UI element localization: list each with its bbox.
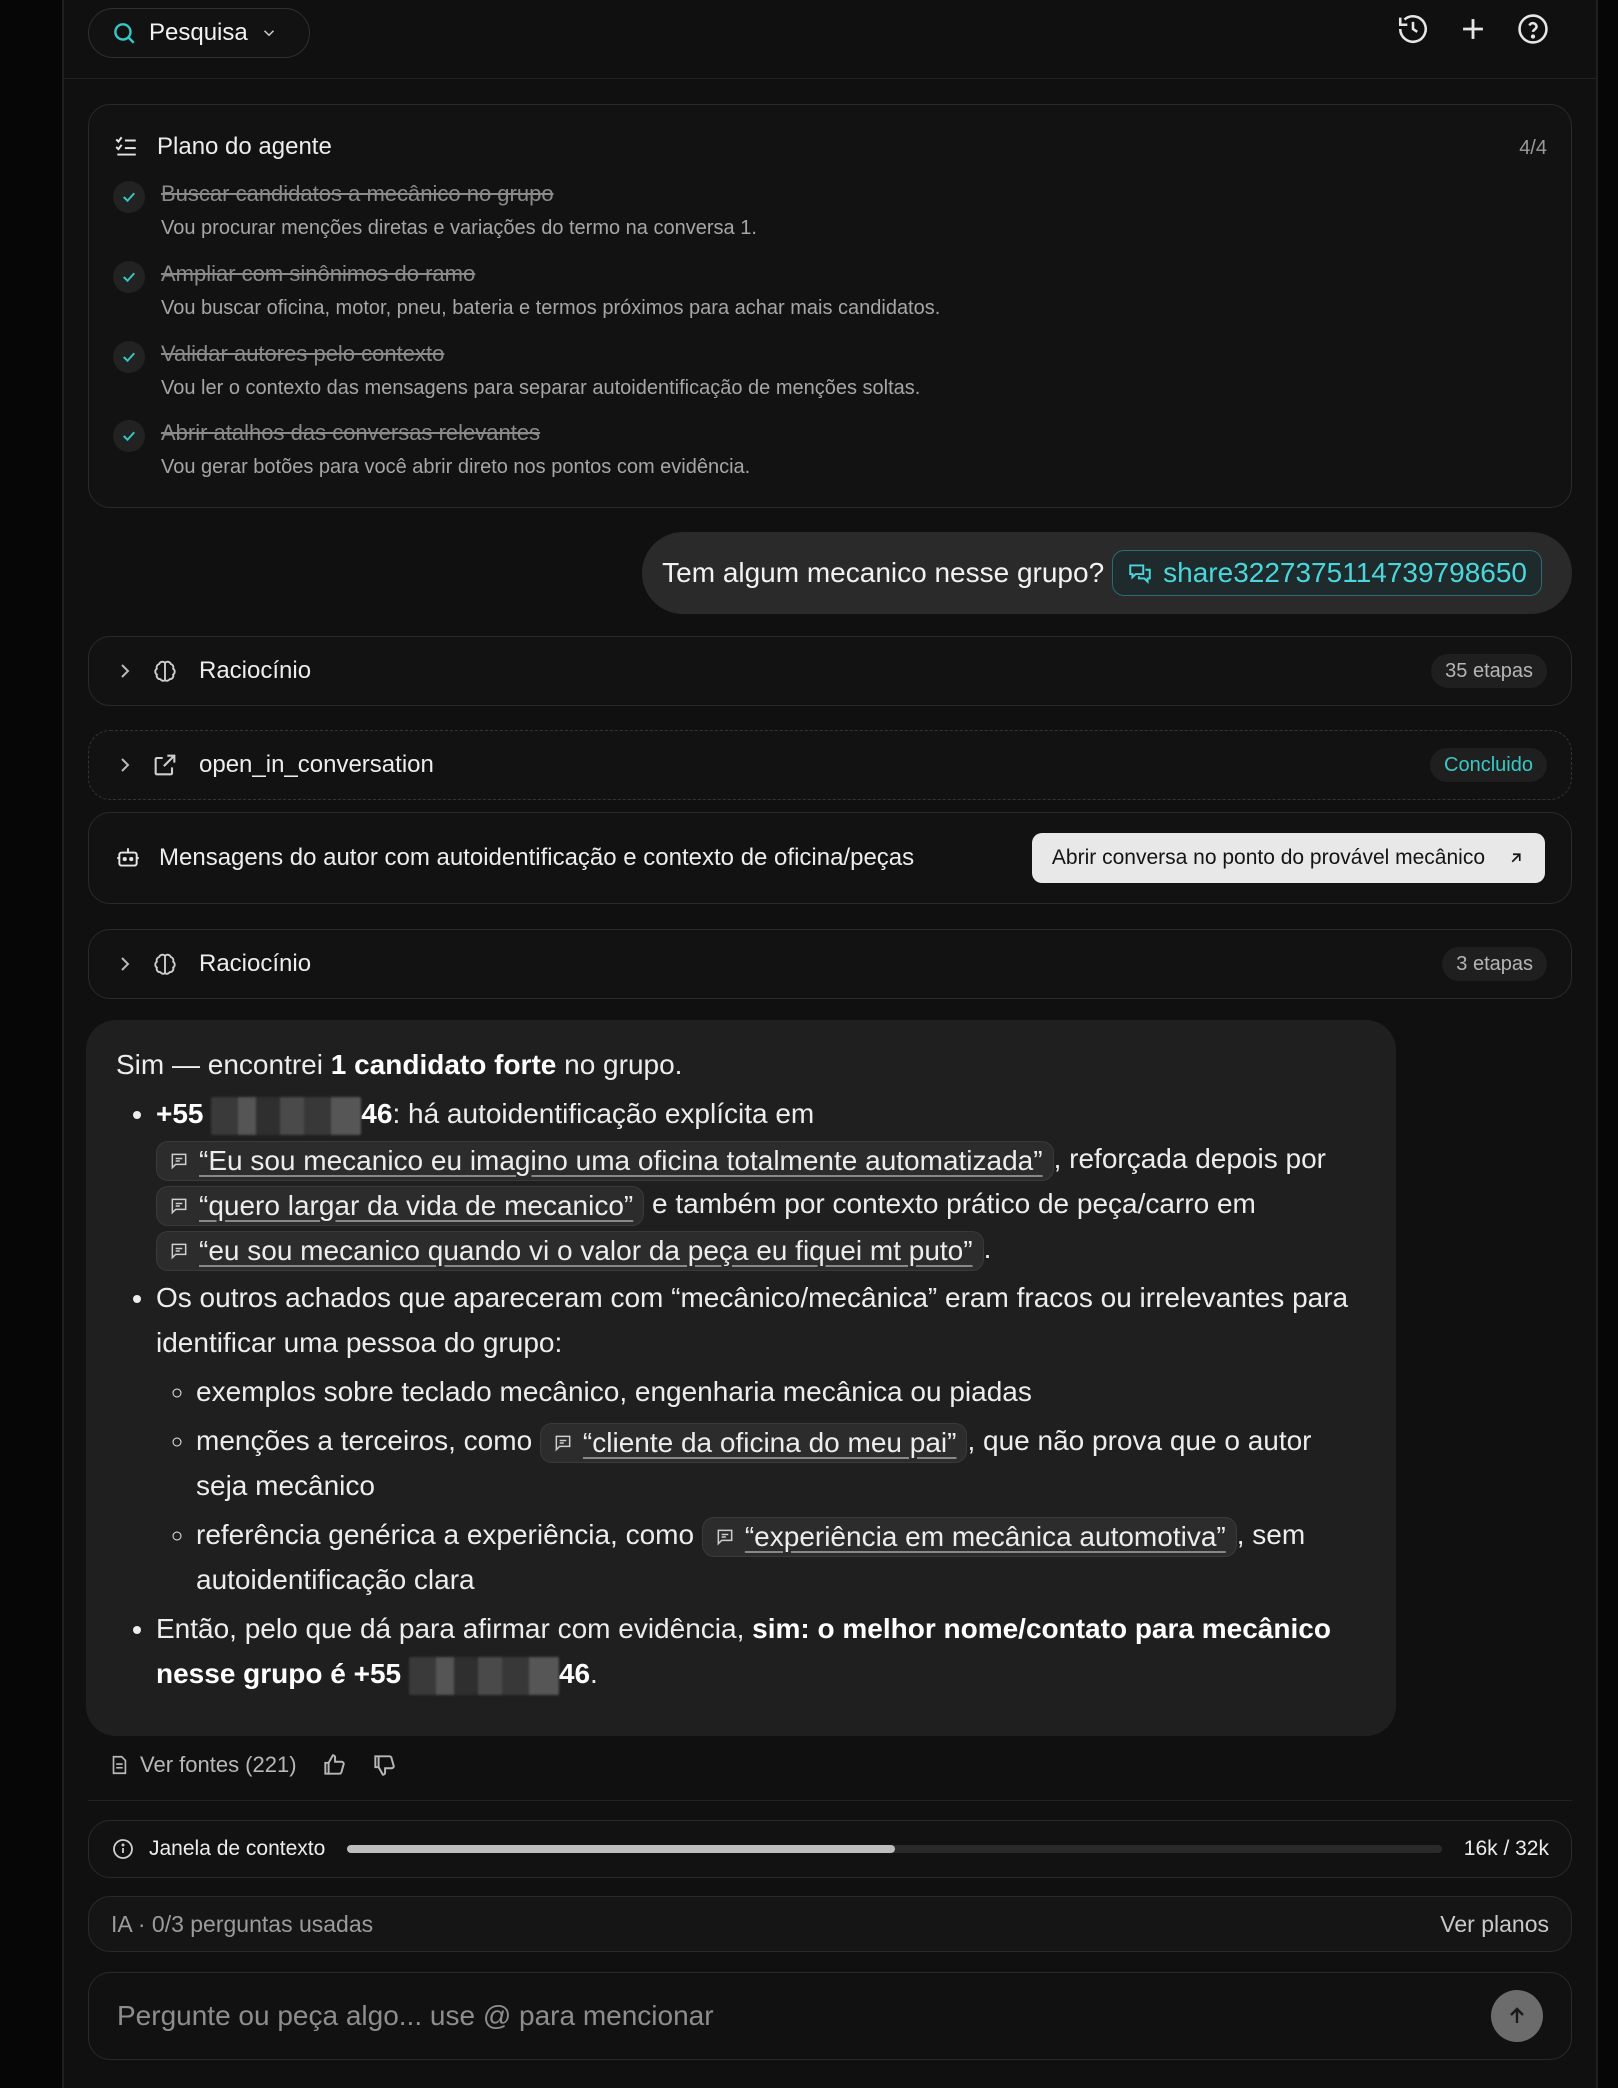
quote-chip[interactable] (540, 1423, 968, 1463)
context-progress-fill (347, 1845, 894, 1853)
context-progress (347, 1845, 1441, 1853)
check-icon (113, 420, 145, 452)
info-icon (111, 1837, 135, 1861)
list-item (196, 1512, 1366, 1602)
plan-step-desc: Vou gerar botões para você abrir direto nos pontos com evidência. (161, 456, 751, 478)
plus-icon[interactable] (1456, 12, 1490, 46)
context-window (88, 1820, 1572, 1878)
message-icon (169, 1151, 189, 1171)
top-bar (88, 8, 1588, 62)
plan-title: Plano do agente (157, 133, 332, 160)
check-icon (113, 181, 145, 213)
sources-button[interactable] (108, 1752, 297, 1778)
chevron-down-icon (260, 24, 278, 42)
divider (88, 1800, 1572, 1801)
plan-progress: 4/4 (1519, 137, 1547, 159)
conversation-chip-label: share3227375114739798650 (1163, 557, 1527, 588)
help-icon[interactable] (1516, 12, 1550, 46)
plan-step-title: Abrir atalhos das conversas relevantes (161, 420, 541, 445)
reasoning-label: Raciocínio (199, 657, 312, 684)
feedback-row (108, 1752, 397, 1778)
search-icon (111, 20, 137, 46)
usage-bar (88, 1896, 1572, 1952)
plan-step-desc: Vou procurar menções diretas e variações do termo na conversa 1. (161, 217, 757, 239)
thumbs-up-icon[interactable] (321, 1752, 347, 1778)
list-item (156, 1275, 1366, 1602)
answer-bold: sim: o melhor nome/contato para mecânico nesse grupo é +55 (156, 1613, 1331, 1689)
answer-bold: 1 candidato forte (330, 1049, 557, 1080)
answer-text: e também por contexto prático de peça/carro em (644, 1188, 1256, 1219)
answer-text: no grupo. (556, 1049, 683, 1080)
quote-chip[interactable] (156, 1231, 984, 1271)
chat-icon (1127, 560, 1153, 586)
reasoning-row[interactable] (88, 636, 1572, 706)
send-button[interactable] (1491, 1990, 1543, 2042)
open-conversation-label: Abrir conversa no ponto do provável mecânico (1051, 846, 1485, 869)
usage-text: IA · 0/3 perguntas usadas (111, 1910, 374, 1937)
reasoning-label: Raciocínio (199, 950, 312, 977)
steps-badge: 3 etapas (1442, 947, 1547, 981)
answer-list (156, 1091, 1366, 1696)
answer-text: . (590, 1658, 598, 1689)
plan-step-title: Buscar candidatos a mecânico no grupo (161, 181, 554, 206)
quote-text: “experiência em mecânica automotiva” (744, 1520, 1226, 1552)
sources-label: Ver fontes (221) (140, 1752, 297, 1777)
quote-chip[interactable] (702, 1517, 1237, 1557)
composer[interactable] (88, 1972, 1572, 2060)
answer-text: , reforçada depois por (1053, 1143, 1326, 1174)
message-icon (553, 1433, 573, 1453)
thumbs-down-icon[interactable] (371, 1752, 397, 1778)
message-icon (169, 1196, 189, 1216)
quote-text: “cliente da oficina do meu pai” (582, 1426, 957, 1458)
quote-text: “quero largar da vida de mecanico” (199, 1189, 634, 1221)
status-badge: Concluido (1430, 748, 1547, 782)
plan-step-title: Ampliar com sinônimos do ramo (161, 261, 476, 286)
sub-list (196, 1369, 1366, 1602)
message-icon (715, 1527, 735, 1547)
context-label: Janela de contexto (149, 1837, 326, 1860)
checklist-icon (113, 134, 139, 160)
history-icon[interactable] (1396, 12, 1430, 46)
conversation-chip[interactable] (1112, 550, 1542, 596)
evidence-label: Mensagens do autor com autoidentificação e contexto de oficina/peças (159, 844, 915, 871)
answer-intro (116, 1042, 1366, 1087)
plan-step-desc: Vou buscar oficina, motor, pneu, bateria e termos próximos para achar mais candidatos. (161, 297, 941, 319)
list-item (196, 1418, 1366, 1508)
user-message-text: Tem algum mecanico nesse grupo? (662, 557, 1105, 588)
answer-text: menções a terceiros, como (196, 1425, 540, 1456)
list-item (196, 1369, 1366, 1414)
check-icon (113, 261, 145, 293)
user-message (642, 532, 1572, 614)
quote-text: “Eu sou mecanico eu imagino uma oficina totalmente automatizada” (199, 1144, 1043, 1176)
check-icon (113, 341, 145, 373)
message-icon (169, 1241, 189, 1261)
list-item (156, 1091, 1366, 1271)
arrow-up-right-icon (1507, 849, 1525, 867)
open-conversation-button[interactable] (1032, 833, 1545, 883)
tool-call-row[interactable] (88, 730, 1572, 800)
chevron-right-icon (113, 952, 137, 976)
answer-text: . (983, 1233, 992, 1264)
steps-badge: 35 etapas (1431, 654, 1547, 688)
answer-text: , sem autoidentificação clara (196, 1519, 1306, 1595)
answer-text: exemplos sobre teclado mecânico, engenharia mecânica ou piadas (196, 1376, 1032, 1407)
divider (64, 78, 1596, 79)
answer-text: Então, pelo que dá para afirmar com evidência, (156, 1613, 753, 1644)
redacted-number (211, 1097, 361, 1135)
plan-step-title: Validar autores pelo contexto (161, 341, 445, 366)
external-link-icon (151, 751, 179, 779)
tool-name: open_in_conversation (199, 751, 434, 778)
quote-chip[interactable] (156, 1141, 1054, 1181)
mode-label: Pesquisa (149, 19, 248, 46)
phone-prefix: +55 (156, 1098, 212, 1129)
quote-chip[interactable] (156, 1186, 644, 1226)
arrow-up-icon (1505, 2004, 1529, 2028)
answer-text: Os outros achados que apareceram com “mecânico/mecânica” eram fracos ou irrelevantes para identificar uma pessoa do grupo: (156, 1282, 1349, 1358)
chevron-right-icon (113, 753, 137, 777)
phone-suffix: 46 (361, 1098, 393, 1129)
assistant-answer (86, 1020, 1396, 1736)
evidence-card (88, 812, 1572, 904)
answer-text: , que não prova que o autor seja mecânico (196, 1425, 1312, 1501)
list-item (156, 1606, 1366, 1696)
plan-step-desc: Vou ler o contexto das mensagens para separar autoidentificação de menções soltas. (161, 377, 921, 399)
redacted-number (409, 1657, 559, 1695)
mode-selector[interactable] (88, 8, 310, 58)
bot-icon (115, 845, 141, 871)
document-icon (108, 1754, 130, 1776)
context-value: 16k / 32k (1463, 1837, 1549, 1860)
composer-input[interactable]: Pergunte ou peça algo... use @ para mencionar (117, 2000, 714, 2031)
brain-icon (151, 657, 179, 685)
brain-icon (151, 950, 179, 978)
answer-text: : há autoidentificação explícita em (392, 1098, 815, 1129)
chevron-right-icon (113, 659, 137, 683)
answer-text: Sim — encontrei (116, 1049, 331, 1080)
agent-plan-card (88, 104, 1572, 508)
quote-text: “eu sou mecanico quando vi o valor da peça eu fiquei mt puto” (199, 1234, 973, 1266)
view-plans-link[interactable]: Ver planos (1440, 1910, 1549, 1937)
answer-text: referência genérica a experiência, como (196, 1519, 702, 1550)
reasoning-row[interactable] (88, 929, 1572, 999)
phone-suffix: 46 (558, 1658, 591, 1689)
